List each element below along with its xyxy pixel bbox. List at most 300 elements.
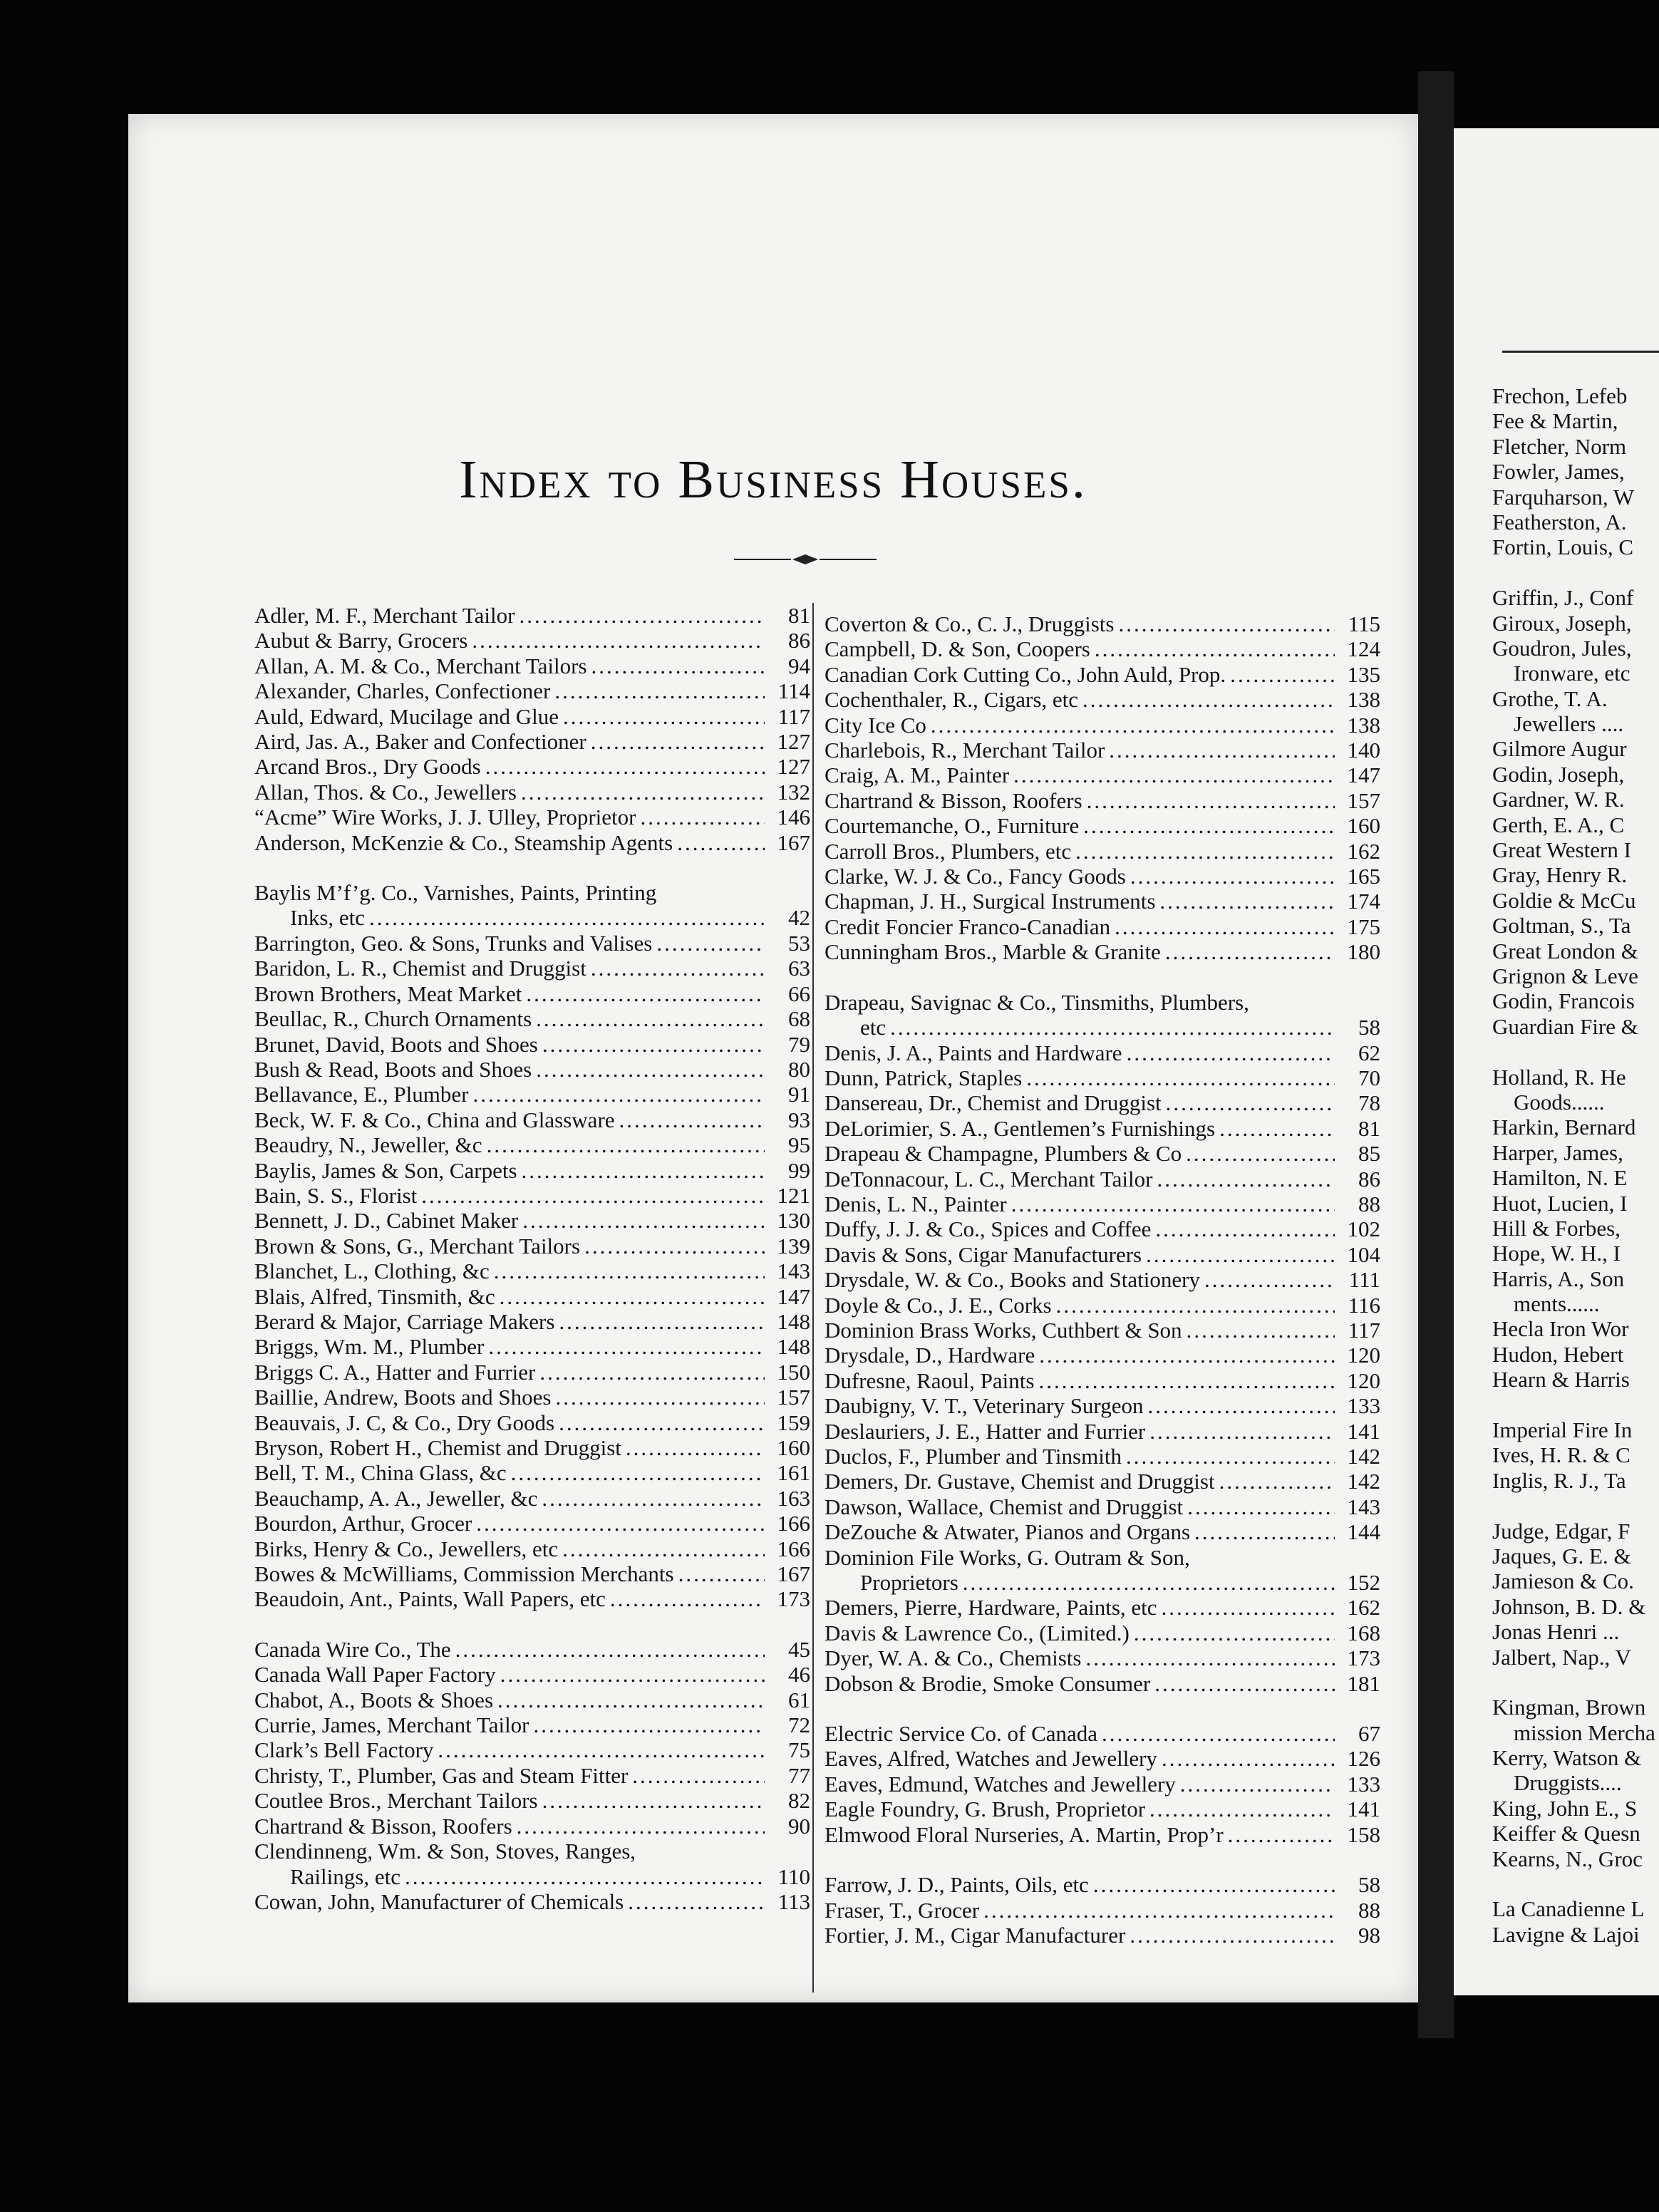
leader-dots	[1026, 1065, 1335, 1090]
index-entry-truncated: Hill & Forbes,	[1492, 1215, 1621, 1241]
entry-page-number: 104	[1347, 1241, 1380, 1267]
index-entry-truncated: Johnson, B. D. &	[1492, 1593, 1646, 1619]
entry-name: Clark’s Bell Factory	[254, 1737, 434, 1763]
leader-dots	[931, 713, 1335, 738]
leader-dots	[554, 678, 765, 703]
leader-dots	[1130, 1923, 1335, 1948]
index-entry-truncated: Goltman, S., Ta	[1492, 913, 1631, 939]
leader-dots	[511, 1460, 765, 1485]
leader-dots	[1109, 738, 1335, 763]
entry-name: Davis & Sons, Cigar Manufacturers	[825, 1241, 1142, 1267]
index-entry-truncated: Kearns, N., Groc	[1492, 1846, 1643, 1871]
index-entry	[825, 1318, 1380, 1343]
entry-page-number: 144	[1347, 1519, 1380, 1545]
entry-page-number: 158	[1347, 1821, 1380, 1847]
leader-dots	[1039, 1343, 1335, 1368]
leader-dots	[1228, 1822, 1335, 1847]
entry-page-number: 91	[788, 1082, 810, 1107]
entry-name: Eagle Foundry, G. Brush, Proprietor	[825, 1797, 1146, 1822]
entry-page-number: 173	[777, 1586, 810, 1612]
index-entry-truncated: Harper, James,	[1492, 1139, 1623, 1165]
index-entry-truncated: Featherston, A.	[1492, 509, 1627, 534]
leader-dots	[517, 1814, 765, 1839]
column-divider	[812, 603, 814, 1993]
section-gap	[1492, 1392, 1659, 1417]
entry-name: Bowes & McWilliams, Commission Merchants	[254, 1561, 674, 1587]
leader-dots	[485, 754, 765, 779]
index-entry	[825, 1444, 1380, 1469]
index-entry-truncated: Harris, A., Son	[1492, 1266, 1625, 1291]
page-title: Index to Business Houses.	[459, 450, 1087, 510]
entry-page-number: 127	[777, 729, 810, 755]
entry-name: Alexander, Charles, Confectioner	[254, 678, 551, 704]
entry-page-number: 86	[788, 628, 810, 653]
index-entry-truncated: Lavigne & Lajoi	[1492, 1921, 1640, 1947]
leader-dots	[555, 1385, 765, 1410]
index-entry	[254, 1284, 810, 1309]
index-entry	[254, 628, 810, 653]
entry-page-number: 102	[1347, 1216, 1380, 1242]
entry-name: Bryson, Robert H., Chemist and Druggist	[254, 1435, 621, 1460]
entry-page-number: 72	[788, 1712, 810, 1738]
leader-dots	[526, 981, 765, 1006]
leader-dots	[1083, 813, 1335, 838]
entry-page-number: 62	[1358, 1040, 1380, 1065]
entry-page-number: 163	[777, 1485, 810, 1511]
index-entry-truncated: Grothe, T. A.	[1492, 686, 1608, 711]
entry-page-number: 120	[1347, 1343, 1380, 1368]
entry-name: Birks, Henry & Co., Jewellers, etc	[254, 1536, 559, 1561]
entry-name: Arcand Bros., Dry Goods	[254, 754, 481, 780]
index-entry-truncated: Ironware, etc	[1514, 661, 1630, 686]
entry-name: Beaudry, N., Jeweller, &c	[254, 1132, 482, 1158]
title-ornament	[734, 552, 877, 567]
entry-page-number: 142	[1347, 1469, 1380, 1494]
leader-dots	[1187, 1494, 1335, 1519]
entry-page-number: 126	[1347, 1746, 1380, 1772]
index-entry	[825, 1621, 1380, 1645]
leader-dots	[591, 956, 765, 981]
entry-name: Chartrand & Bisson, Roofers	[825, 787, 1082, 813]
leader-dots	[500, 1662, 765, 1687]
leader-dots	[559, 1309, 765, 1334]
index-entry	[254, 805, 810, 830]
entry-name: Daubigny, V. T., Veterinary Surgeon	[825, 1393, 1144, 1419]
leader-dots	[1093, 1872, 1335, 1897]
entry-page-number: 121	[777, 1182, 810, 1208]
section-gap	[1492, 1493, 1659, 1518]
leader-dots	[890, 1015, 1335, 1040]
index-entry	[825, 1872, 1380, 1897]
section-gap	[1492, 1670, 1659, 1695]
index-entry-truncated: Great London &	[1492, 938, 1638, 963]
leader-dots	[983, 1898, 1335, 1923]
index-entry	[254, 981, 810, 1006]
index-entry	[254, 1158, 810, 1183]
index-entry-truncated: Inglis, R. J., Ta	[1492, 1467, 1626, 1493]
index-entry-truncated: Gardner, W. R.	[1492, 787, 1625, 812]
leader-dots	[405, 1864, 765, 1889]
entry-page-number: 143	[1347, 1494, 1380, 1519]
index-entry	[254, 1234, 810, 1259]
index-entry	[254, 1057, 810, 1082]
entry-name: Proprietors	[860, 1570, 958, 1596]
leader-dots	[487, 1132, 765, 1157]
index-entry	[825, 1419, 1380, 1444]
entry-page-number: 45	[788, 1636, 810, 1662]
entry-name: Bennett, J. D., Cabinet Maker	[254, 1208, 519, 1234]
entry-page-number: 63	[788, 956, 810, 981]
index-entry-truncated: Goudron, Jules,	[1492, 635, 1632, 661]
leader-dots	[369, 905, 765, 930]
entry-page-number: 148	[777, 1334, 810, 1360]
leader-dots	[677, 830, 765, 855]
section-gap	[825, 1696, 1380, 1721]
entry-name: Drapeau, Savignac & Co., Tinsmiths, Plumbers,	[825, 989, 1249, 1015]
entry-page-number: 181	[1347, 1670, 1380, 1696]
leader-dots	[1102, 1721, 1335, 1746]
entry-page-number: 159	[777, 1410, 810, 1435]
entry-page-number: 95	[788, 1132, 810, 1158]
index-entry	[825, 1090, 1380, 1115]
entry-page-number: 162	[1347, 1595, 1380, 1621]
leader-dots	[542, 1486, 765, 1511]
entry-page-number: 85	[1358, 1141, 1380, 1167]
leader-dots	[1082, 687, 1335, 712]
entry-name: Deslauriers, J. E., Hatter and Furrier	[825, 1418, 1146, 1444]
entry-page-number: 168	[1347, 1620, 1380, 1645]
entry-page-number: 139	[777, 1233, 810, 1259]
entry-name: Demers, Pierre, Hardware, Paints, etc	[825, 1595, 1157, 1621]
section-gap	[1492, 560, 1659, 585]
index-entry	[254, 780, 810, 805]
entry-name: Barrington, Geo. & Sons, Trunks and Valises	[254, 930, 653, 956]
entry-name: Dunn, Patrick, Staples	[825, 1065, 1023, 1090]
leader-dots	[1075, 839, 1335, 864]
entry-page-number: 175	[1347, 914, 1380, 939]
entry-name: Chartrand & Bisson, Roofers	[254, 1813, 512, 1839]
index-entry-truncated: Ives, H. R. & C	[1492, 1442, 1630, 1468]
index-entry	[825, 1167, 1380, 1192]
entry-name: Railings, etc	[290, 1864, 400, 1889]
index-entry-truncated: Fletcher, Norm	[1492, 433, 1627, 459]
entry-page-number: 174	[1347, 889, 1380, 914]
entry-page-number: 167	[777, 830, 810, 855]
leader-dots	[1154, 1671, 1335, 1696]
index-entry-truncated: Harkin, Bernard	[1492, 1115, 1636, 1140]
entry-page-number: 78	[1358, 1090, 1380, 1116]
entry-page-number: 142	[1347, 1444, 1380, 1469]
entry-name: Aird, Jas. A., Baker and Confectioner	[254, 729, 586, 755]
index-entry-truncated: Keiffer & Quesn	[1492, 1821, 1640, 1846]
index-entry	[825, 1746, 1380, 1771]
index-entry-truncated: Grignon & Leve	[1492, 963, 1638, 988]
index-entry	[254, 603, 810, 628]
entry-page-number: 180	[1347, 939, 1380, 965]
leader-dots	[678, 1561, 765, 1586]
index-entry-truncated: Great Western I	[1492, 837, 1631, 863]
entry-name: Bourdon, Arthur, Grocer	[254, 1511, 472, 1536]
index-entry-truncated: Giroux, Joseph,	[1492, 610, 1632, 636]
index-entry	[825, 611, 1380, 636]
index-entry-truncated: Fee & Martin,	[1492, 408, 1618, 434]
entry-name: Baylis M’f’g. Co., Varnishes, Paints, Printing	[254, 880, 657, 906]
entry-page-number: 157	[777, 1385, 810, 1410]
entry-page-number: 111	[1348, 1267, 1380, 1293]
index-entry-truncated: Huot, Lucien, I	[1492, 1190, 1628, 1216]
index-entry	[254, 1032, 810, 1057]
leader-dots	[963, 1570, 1335, 1595]
leader-dots	[1155, 1216, 1335, 1241]
index-entry	[825, 1393, 1380, 1418]
entry-page-number: 127	[777, 754, 810, 780]
entry-name: Drapeau & Champagne, Plumbers & Co	[825, 1141, 1182, 1167]
index-entry	[254, 1814, 810, 1839]
index-entry-truncated: Goods......	[1514, 1089, 1605, 1115]
index-entry-truncated: Judge, Edgar, F	[1492, 1518, 1630, 1544]
index-entry	[254, 1259, 810, 1283]
entry-name: Denis, J. A., Paints and Hardware	[825, 1040, 1122, 1065]
index-entry-truncated: Hearn & Harris	[1492, 1367, 1630, 1392]
entry-page-number: 42	[788, 905, 810, 931]
index-column-right-partial	[1492, 383, 1659, 1947]
index-entry	[254, 1536, 810, 1561]
index-entry-truncated: Farquharson, W	[1492, 484, 1635, 510]
leader-dots	[1118, 611, 1335, 636]
entry-page-number: 141	[1347, 1418, 1380, 1444]
index-entry	[825, 1721, 1380, 1746]
leader-dots	[438, 1737, 765, 1762]
entry-page-number: 58	[1358, 1015, 1380, 1040]
index-entry	[254, 830, 810, 855]
index-entry	[825, 713, 1380, 738]
index-entry	[825, 788, 1380, 813]
leader-dots	[1056, 1293, 1335, 1318]
entry-name: Aubut & Barry, Grocers	[254, 628, 468, 653]
index-entry-truncated: Imperial Fire In	[1492, 1417, 1633, 1443]
entry-name: Elmwood Floral Nurseries, A. Martin, Prop’r	[825, 1821, 1224, 1847]
index-entry	[254, 1309, 810, 1334]
index-entry	[254, 1460, 810, 1485]
index-entry	[254, 931, 810, 956]
leader-dots	[1157, 1167, 1335, 1192]
index-entry	[825, 1192, 1380, 1216]
index-entry	[825, 1368, 1380, 1393]
entry-name: DeZouche & Atwater, Pianos and Organs	[825, 1519, 1191, 1545]
index-entry-truncated: Kerry, Watson &	[1492, 1745, 1642, 1771]
leader-dots	[1011, 1192, 1335, 1216]
entry-name: Dominion File Works, G. Outram & Son,	[825, 1544, 1190, 1570]
entry-page-number: 94	[788, 653, 810, 678]
index-entry	[825, 1267, 1380, 1292]
leader-dots	[626, 1435, 765, 1460]
index-entry-truncated: Goldie & McCu	[1492, 887, 1636, 913]
index-entry-truncated: Gray, Henry R.	[1492, 862, 1628, 888]
index-entry	[825, 1797, 1380, 1821]
leader-dots	[1194, 1519, 1335, 1544]
entry-name: “Acme” Wire Works, J. J. Ulley, Proprietor	[254, 805, 636, 830]
index-entry	[254, 1486, 810, 1511]
index-entry	[254, 1712, 810, 1737]
section-gap	[254, 855, 810, 880]
leader-dots	[1159, 889, 1335, 914]
leader-dots	[1087, 788, 1335, 813]
entry-name: Courtemanche, O., Furniture	[825, 813, 1080, 839]
entry-name: Dawson, Wallace, Chemist and Druggist	[825, 1494, 1184, 1519]
entry-page-number: 67	[1358, 1721, 1380, 1747]
entry-page-number: 61	[788, 1687, 810, 1712]
entry-name: Brown & Sons, G., Merchant Tailors	[254, 1233, 581, 1259]
entry-name: Drysdale, D., Hardware	[825, 1343, 1035, 1368]
leader-dots	[521, 780, 765, 805]
index-entry	[825, 1293, 1380, 1318]
index-entry	[825, 763, 1380, 787]
entry-page-number: 68	[788, 1006, 810, 1032]
entry-name: City Ice Co	[825, 712, 926, 738]
entry-name: Allan, A. M. & Co., Merchant Tailors	[254, 653, 587, 678]
index-entry	[254, 1839, 810, 1864]
entry-name: Beauchamp, A. A., Jeweller, &c	[254, 1485, 538, 1511]
leader-dots	[1149, 1419, 1335, 1444]
leader-dots	[1204, 1267, 1335, 1292]
index-entry	[254, 1334, 810, 1359]
leader-dots	[1085, 1645, 1335, 1670]
index-entry-truncated: Druggists....	[1514, 1770, 1622, 1796]
leader-dots	[1013, 763, 1335, 787]
entry-page-number: 135	[1347, 661, 1380, 687]
entry-page-number: 166	[777, 1511, 810, 1536]
leader-dots	[542, 1788, 765, 1813]
index-entry	[254, 1637, 810, 1662]
entry-name: Chapman, J. H., Surgical Instruments	[825, 889, 1156, 914]
index-entry	[825, 864, 1380, 889]
index-entry	[825, 1645, 1380, 1670]
index-entry	[254, 1410, 810, 1435]
leader-dots	[421, 1183, 765, 1208]
entry-page-number: 173	[1347, 1645, 1380, 1671]
entry-name: Beullac, R., Church Ornaments	[254, 1006, 532, 1032]
index-entry	[254, 905, 810, 930]
leader-dots	[536, 1057, 765, 1082]
entry-name: Dominion Brass Works, Cuthbert & Son	[825, 1317, 1182, 1343]
index-column-left	[254, 603, 810, 1914]
entry-name: Baillie, Andrew, Boots and Shoes	[254, 1385, 552, 1410]
leader-dots	[1165, 939, 1335, 964]
entry-page-number: 66	[788, 981, 810, 1006]
index-entry	[254, 1662, 810, 1687]
index-entry	[254, 956, 810, 981]
entry-page-number: 140	[1347, 738, 1380, 763]
leader-dots	[1187, 1318, 1335, 1343]
entry-page-number: 98	[1358, 1922, 1380, 1948]
entry-name: Canada Wall Paper Factory	[254, 1662, 496, 1688]
entry-page-number: 120	[1347, 1368, 1380, 1393]
entry-name: Denis, L. N., Painter	[825, 1191, 1007, 1216]
section-gap	[825, 1847, 1380, 1872]
entry-name: Beaudoin, Ant., Paints, Wall Papers, etc	[254, 1586, 606, 1612]
entry-page-number: 148	[777, 1308, 810, 1334]
index-entry	[254, 1737, 810, 1762]
entry-page-number: 88	[1358, 1191, 1380, 1216]
index-entry	[254, 1385, 810, 1410]
index-entry	[825, 1242, 1380, 1267]
entry-name: Dufresne, Raoul, Paints	[825, 1368, 1035, 1393]
index-entry	[825, 687, 1380, 712]
index-entry-truncated: Kingman, Brown	[1492, 1695, 1646, 1720]
index-entry	[825, 990, 1380, 1015]
index-entry	[254, 1183, 810, 1208]
leader-dots	[1149, 1797, 1335, 1821]
entry-name: Demers, Dr. Gustave, Chemist and Druggist	[825, 1469, 1215, 1494]
book-gutter	[1418, 71, 1454, 2038]
entry-page-number: 146	[777, 805, 810, 830]
right-page-rule	[1502, 351, 1659, 353]
entry-name: Duclos, F., Plumber and Tinsmith	[825, 1444, 1122, 1469]
leader-dots	[640, 805, 765, 830]
entry-page-number: 70	[1358, 1065, 1380, 1090]
section-gap	[825, 965, 1380, 990]
entry-page-number: 147	[777, 1283, 810, 1309]
entry-page-number: 130	[777, 1208, 810, 1234]
entry-name: Canadian Cork Cutting Co., John Auld, Prop.	[825, 661, 1226, 687]
entry-page-number: 141	[1347, 1797, 1380, 1822]
entry-name: Blanchet, L., Clothing, &c	[254, 1259, 490, 1284]
index-entry-truncated: Griffin, J., Conf	[1492, 585, 1634, 611]
leader-dots	[1146, 1242, 1335, 1267]
index-entry	[254, 653, 810, 678]
leader-dots	[1219, 1116, 1335, 1141]
leader-dots	[563, 704, 765, 729]
index-entry	[254, 1435, 810, 1460]
leader-dots	[522, 1208, 765, 1233]
leader-dots	[1162, 1595, 1335, 1620]
entry-page-number: 160	[1347, 813, 1380, 839]
entry-name: Cowan, John, Manufacturer of Chemicals	[254, 1888, 624, 1914]
entry-page-number: 160	[777, 1435, 810, 1460]
entry-name: Coutlee Bros., Merchant Tailors	[254, 1788, 538, 1814]
entry-page-number: 114	[777, 678, 810, 704]
index-entry	[254, 704, 810, 729]
entry-name: Doyle & Co., J. E., Corks	[825, 1292, 1052, 1318]
entry-name: DeTonnacour, L. C., Merchant Tailor	[825, 1166, 1153, 1192]
index-entry	[825, 939, 1380, 964]
index-entry-truncated: La Canadienne L	[1492, 1896, 1645, 1922]
entry-name: Clarke, W. J. & Co., Fancy Goods	[825, 864, 1126, 889]
entry-name: Credit Foncier Franco-Canadian	[825, 914, 1111, 939]
entry-page-number: 117	[777, 703, 810, 729]
entry-page-number: 124	[1347, 636, 1380, 662]
entry-name: Bellavance, E., Plumber	[254, 1082, 469, 1107]
entry-name: Beck, W. F. & Co., China and Glassware	[254, 1107, 615, 1132]
entry-name: Currie, James, Merchant Tailor	[254, 1712, 529, 1738]
entry-name: Coverton & Co., C. J., Druggists	[825, 611, 1115, 636]
entry-page-number: 110	[777, 1864, 810, 1889]
leader-dots	[1186, 1141, 1335, 1166]
entry-page-number: 161	[777, 1460, 810, 1486]
section-gap	[254, 1612, 810, 1637]
index-entry	[254, 1511, 810, 1536]
section-gap	[1492, 1039, 1659, 1064]
entry-name: Drysdale, W. & Co., Books and Stationery	[825, 1267, 1200, 1293]
entry-page-number: 86	[1358, 1166, 1380, 1192]
leader-dots	[628, 1889, 765, 1914]
index-entry	[254, 1788, 810, 1813]
entry-page-number: 138	[1347, 687, 1380, 713]
leader-dots	[619, 1107, 765, 1132]
leader-dots	[1166, 1090, 1335, 1115]
index-entry-truncated: Hamilton, N. E	[1492, 1165, 1628, 1191]
leader-dots	[656, 931, 765, 956]
